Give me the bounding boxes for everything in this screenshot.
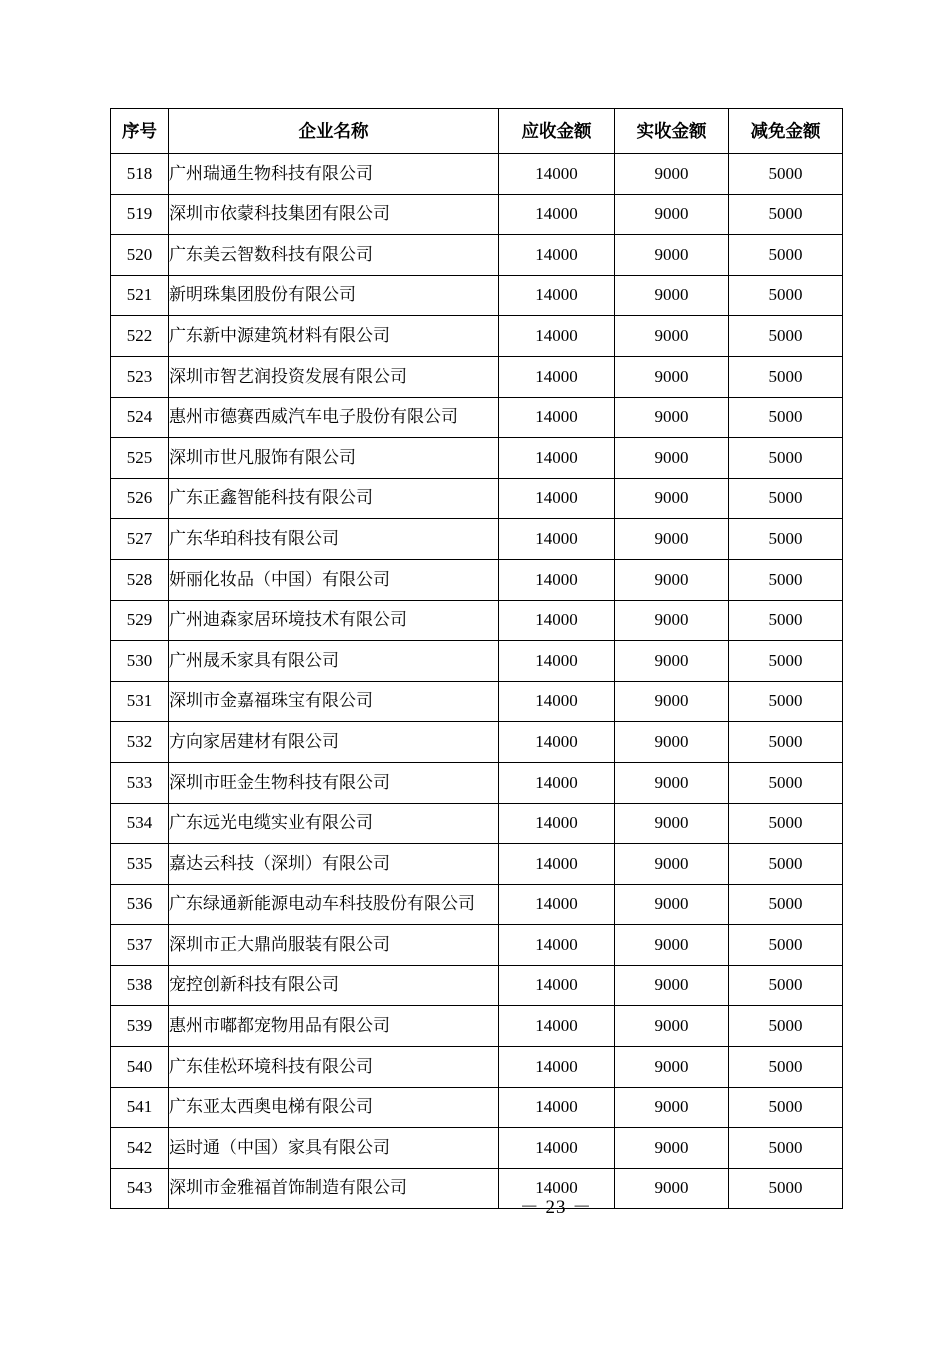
cell-reduction-amount: 5000 bbox=[729, 1168, 843, 1209]
cell-enterprise-name: 惠州市嘟都宠物用品有限公司 bbox=[169, 1006, 499, 1047]
cell-reduction-amount: 5000 bbox=[729, 925, 843, 966]
cell-index: 531 bbox=[111, 681, 169, 722]
cell-index: 533 bbox=[111, 762, 169, 803]
table-row bbox=[111, 275, 843, 316]
cell-received-amount: 9000 bbox=[615, 356, 729, 397]
cell-index: 543 bbox=[111, 1168, 169, 1209]
cell-enterprise-name: 深圳市金嘉福珠宝有限公司 bbox=[169, 681, 499, 722]
enterprise-fee-table-container bbox=[110, 108, 842, 1209]
cell-enterprise-name: 广东华珀科技有限公司 bbox=[169, 519, 499, 560]
cell-received-amount: 9000 bbox=[615, 397, 729, 438]
column-header-index: 序号 bbox=[111, 109, 169, 154]
cell-enterprise-name: 深圳市正大鼎尚服装有限公司 bbox=[169, 925, 499, 966]
cell-index: 542 bbox=[111, 1128, 169, 1169]
cell-receivable-amount: 14000 bbox=[499, 762, 615, 803]
cell-receivable-amount: 14000 bbox=[499, 356, 615, 397]
cell-received-amount: 9000 bbox=[615, 1168, 729, 1209]
table-row bbox=[111, 397, 843, 438]
table-row bbox=[111, 722, 843, 763]
cell-reduction-amount: 5000 bbox=[729, 1087, 843, 1128]
cell-receivable-amount: 14000 bbox=[499, 1128, 615, 1169]
cell-receivable-amount: 14000 bbox=[499, 1047, 615, 1088]
cell-index: 538 bbox=[111, 965, 169, 1006]
cell-received-amount: 9000 bbox=[615, 1006, 729, 1047]
table-row bbox=[111, 1087, 843, 1128]
cell-reduction-amount: 5000 bbox=[729, 1006, 843, 1047]
table-row bbox=[111, 641, 843, 682]
cell-reduction-amount: 5000 bbox=[729, 1128, 843, 1169]
cell-index: 521 bbox=[111, 275, 169, 316]
cell-receivable-amount: 14000 bbox=[499, 235, 615, 276]
cell-reduction-amount: 5000 bbox=[729, 397, 843, 438]
cell-index: 529 bbox=[111, 600, 169, 641]
table-header-row bbox=[111, 109, 843, 154]
cell-received-amount: 9000 bbox=[615, 154, 729, 195]
cell-receivable-amount: 14000 bbox=[499, 1087, 615, 1128]
cell-received-amount: 9000 bbox=[615, 438, 729, 479]
cell-receivable-amount: 14000 bbox=[499, 478, 615, 519]
cell-index: 527 bbox=[111, 519, 169, 560]
cell-enterprise-name: 深圳市旺金生物科技有限公司 bbox=[169, 762, 499, 803]
cell-index: 536 bbox=[111, 884, 169, 925]
column-header-enterprise-name: 企业名称 bbox=[169, 109, 499, 154]
cell-receivable-amount: 14000 bbox=[499, 884, 615, 925]
cell-index: 526 bbox=[111, 478, 169, 519]
cell-index: 523 bbox=[111, 356, 169, 397]
table-row bbox=[111, 762, 843, 803]
cell-index: 528 bbox=[111, 559, 169, 600]
cell-enterprise-name: 广州瑞通生物科技有限公司 bbox=[169, 154, 499, 195]
cell-receivable-amount: 14000 bbox=[499, 559, 615, 600]
table-row bbox=[111, 519, 843, 560]
cell-reduction-amount: 5000 bbox=[729, 722, 843, 763]
cell-index: 525 bbox=[111, 438, 169, 479]
cell-enterprise-name: 深圳市世凡服饰有限公司 bbox=[169, 438, 499, 479]
cell-receivable-amount: 14000 bbox=[499, 1168, 615, 1209]
cell-reduction-amount: 5000 bbox=[729, 438, 843, 479]
cell-received-amount: 9000 bbox=[615, 478, 729, 519]
cell-reduction-amount: 5000 bbox=[729, 641, 843, 682]
cell-enterprise-name: 广东正鑫智能科技有限公司 bbox=[169, 478, 499, 519]
cell-receivable-amount: 14000 bbox=[499, 519, 615, 560]
page-number-text: － 23 － bbox=[519, 1197, 593, 1218]
cell-enterprise-name: 方向家居建材有限公司 bbox=[169, 722, 499, 763]
cell-reduction-amount: 5000 bbox=[729, 884, 843, 925]
cell-received-amount: 9000 bbox=[615, 275, 729, 316]
table-row bbox=[111, 600, 843, 641]
cell-receivable-amount: 14000 bbox=[499, 438, 615, 479]
cell-receivable-amount: 14000 bbox=[499, 844, 615, 885]
cell-index: 534 bbox=[111, 803, 169, 844]
cell-enterprise-name: 广东佳松环境科技有限公司 bbox=[169, 1047, 499, 1088]
cell-enterprise-name: 宠控创新科技有限公司 bbox=[169, 965, 499, 1006]
table-row bbox=[111, 356, 843, 397]
page-number bbox=[0, 1192, 952, 1219]
cell-received-amount: 9000 bbox=[615, 316, 729, 357]
cell-received-amount: 9000 bbox=[615, 925, 729, 966]
cell-reduction-amount: 5000 bbox=[729, 194, 843, 235]
cell-enterprise-name: 广东美云智数科技有限公司 bbox=[169, 235, 499, 276]
cell-receivable-amount: 14000 bbox=[499, 925, 615, 966]
cell-receivable-amount: 14000 bbox=[499, 681, 615, 722]
table-row bbox=[111, 1006, 843, 1047]
table-body bbox=[111, 154, 843, 1209]
cell-index: 530 bbox=[111, 641, 169, 682]
table-row bbox=[111, 965, 843, 1006]
cell-enterprise-name: 广州晟禾家具有限公司 bbox=[169, 641, 499, 682]
cell-reduction-amount: 5000 bbox=[729, 559, 843, 600]
cell-enterprise-name: 广州迪森家居环境技术有限公司 bbox=[169, 600, 499, 641]
cell-index: 537 bbox=[111, 925, 169, 966]
cell-received-amount: 9000 bbox=[615, 762, 729, 803]
cell-reduction-amount: 5000 bbox=[729, 762, 843, 803]
cell-receivable-amount: 14000 bbox=[499, 803, 615, 844]
cell-index: 539 bbox=[111, 1006, 169, 1047]
table-row bbox=[111, 884, 843, 925]
column-header-receivable-amount: 应收金额 bbox=[499, 109, 615, 154]
cell-receivable-amount: 14000 bbox=[499, 965, 615, 1006]
cell-reduction-amount: 5000 bbox=[729, 316, 843, 357]
table-row bbox=[111, 925, 843, 966]
cell-enterprise-name: 深圳市智艺润投资发展有限公司 bbox=[169, 356, 499, 397]
table-header bbox=[111, 109, 843, 154]
cell-receivable-amount: 14000 bbox=[499, 194, 615, 235]
cell-index: 519 bbox=[111, 194, 169, 235]
cell-index: 518 bbox=[111, 154, 169, 195]
cell-enterprise-name: 妍丽化妆品（中国）有限公司 bbox=[169, 559, 499, 600]
cell-enterprise-name: 新明珠集团股份有限公司 bbox=[169, 275, 499, 316]
cell-receivable-amount: 14000 bbox=[499, 316, 615, 357]
cell-reduction-amount: 5000 bbox=[729, 356, 843, 397]
cell-enterprise-name: 惠州市德赛西威汽车电子股份有限公司 bbox=[169, 397, 499, 438]
cell-receivable-amount: 14000 bbox=[499, 641, 615, 682]
cell-receivable-amount: 14000 bbox=[499, 397, 615, 438]
cell-reduction-amount: 5000 bbox=[729, 600, 843, 641]
cell-received-amount: 9000 bbox=[615, 559, 729, 600]
enterprise-fee-table bbox=[110, 108, 843, 1209]
cell-receivable-amount: 14000 bbox=[499, 1006, 615, 1047]
table-row bbox=[111, 1128, 843, 1169]
cell-received-amount: 9000 bbox=[615, 722, 729, 763]
table-row bbox=[111, 803, 843, 844]
cell-reduction-amount: 5000 bbox=[729, 154, 843, 195]
cell-reduction-amount: 5000 bbox=[729, 478, 843, 519]
cell-received-amount: 9000 bbox=[615, 1047, 729, 1088]
cell-enterprise-name: 广东亚太西奥电梯有限公司 bbox=[169, 1087, 499, 1128]
table-row bbox=[111, 438, 843, 479]
cell-receivable-amount: 14000 bbox=[499, 600, 615, 641]
table-row bbox=[111, 194, 843, 235]
table-row bbox=[111, 1047, 843, 1088]
cell-reduction-amount: 5000 bbox=[729, 1047, 843, 1088]
cell-index: 535 bbox=[111, 844, 169, 885]
table-row bbox=[111, 154, 843, 195]
cell-received-amount: 9000 bbox=[615, 681, 729, 722]
cell-received-amount: 9000 bbox=[615, 803, 729, 844]
cell-received-amount: 9000 bbox=[615, 519, 729, 560]
column-header-received-amount: 实收金额 bbox=[615, 109, 729, 154]
cell-received-amount: 9000 bbox=[615, 194, 729, 235]
cell-receivable-amount: 14000 bbox=[499, 154, 615, 195]
cell-enterprise-name: 嘉达云科技（深圳）有限公司 bbox=[169, 844, 499, 885]
cell-reduction-amount: 5000 bbox=[729, 803, 843, 844]
cell-index: 524 bbox=[111, 397, 169, 438]
cell-enterprise-name: 广东绿通新能源电动车科技股份有限公司 bbox=[169, 884, 499, 925]
table-row bbox=[111, 681, 843, 722]
table-row bbox=[111, 235, 843, 276]
cell-receivable-amount: 14000 bbox=[499, 275, 615, 316]
cell-received-amount: 9000 bbox=[615, 965, 729, 1006]
cell-reduction-amount: 5000 bbox=[729, 519, 843, 560]
table-row bbox=[111, 478, 843, 519]
cell-enterprise-name: 运时通（中国）家具有限公司 bbox=[169, 1128, 499, 1169]
cell-index: 520 bbox=[111, 235, 169, 276]
cell-received-amount: 9000 bbox=[615, 600, 729, 641]
cell-reduction-amount: 5000 bbox=[729, 235, 843, 276]
cell-reduction-amount: 5000 bbox=[729, 844, 843, 885]
table-row bbox=[111, 559, 843, 600]
cell-received-amount: 9000 bbox=[615, 641, 729, 682]
cell-receivable-amount: 14000 bbox=[499, 722, 615, 763]
cell-index: 540 bbox=[111, 1047, 169, 1088]
cell-received-amount: 9000 bbox=[615, 844, 729, 885]
cell-received-amount: 9000 bbox=[615, 884, 729, 925]
table-row bbox=[111, 316, 843, 357]
cell-index: 532 bbox=[111, 722, 169, 763]
cell-index: 522 bbox=[111, 316, 169, 357]
cell-enterprise-name: 深圳市金雅福首饰制造有限公司 bbox=[169, 1168, 499, 1209]
cell-index: 541 bbox=[111, 1087, 169, 1128]
cell-received-amount: 9000 bbox=[615, 235, 729, 276]
table-row bbox=[111, 844, 843, 885]
cell-reduction-amount: 5000 bbox=[729, 681, 843, 722]
column-header-reduction-amount: 减免金额 bbox=[729, 109, 843, 154]
cell-enterprise-name: 广东远光电缆实业有限公司 bbox=[169, 803, 499, 844]
cell-enterprise-name: 深圳市依蒙科技集团有限公司 bbox=[169, 194, 499, 235]
cell-received-amount: 9000 bbox=[615, 1087, 729, 1128]
cell-reduction-amount: 5000 bbox=[729, 275, 843, 316]
cell-received-amount: 9000 bbox=[615, 1128, 729, 1169]
cell-reduction-amount: 5000 bbox=[729, 965, 843, 1006]
cell-enterprise-name: 广东新中源建筑材料有限公司 bbox=[169, 316, 499, 357]
